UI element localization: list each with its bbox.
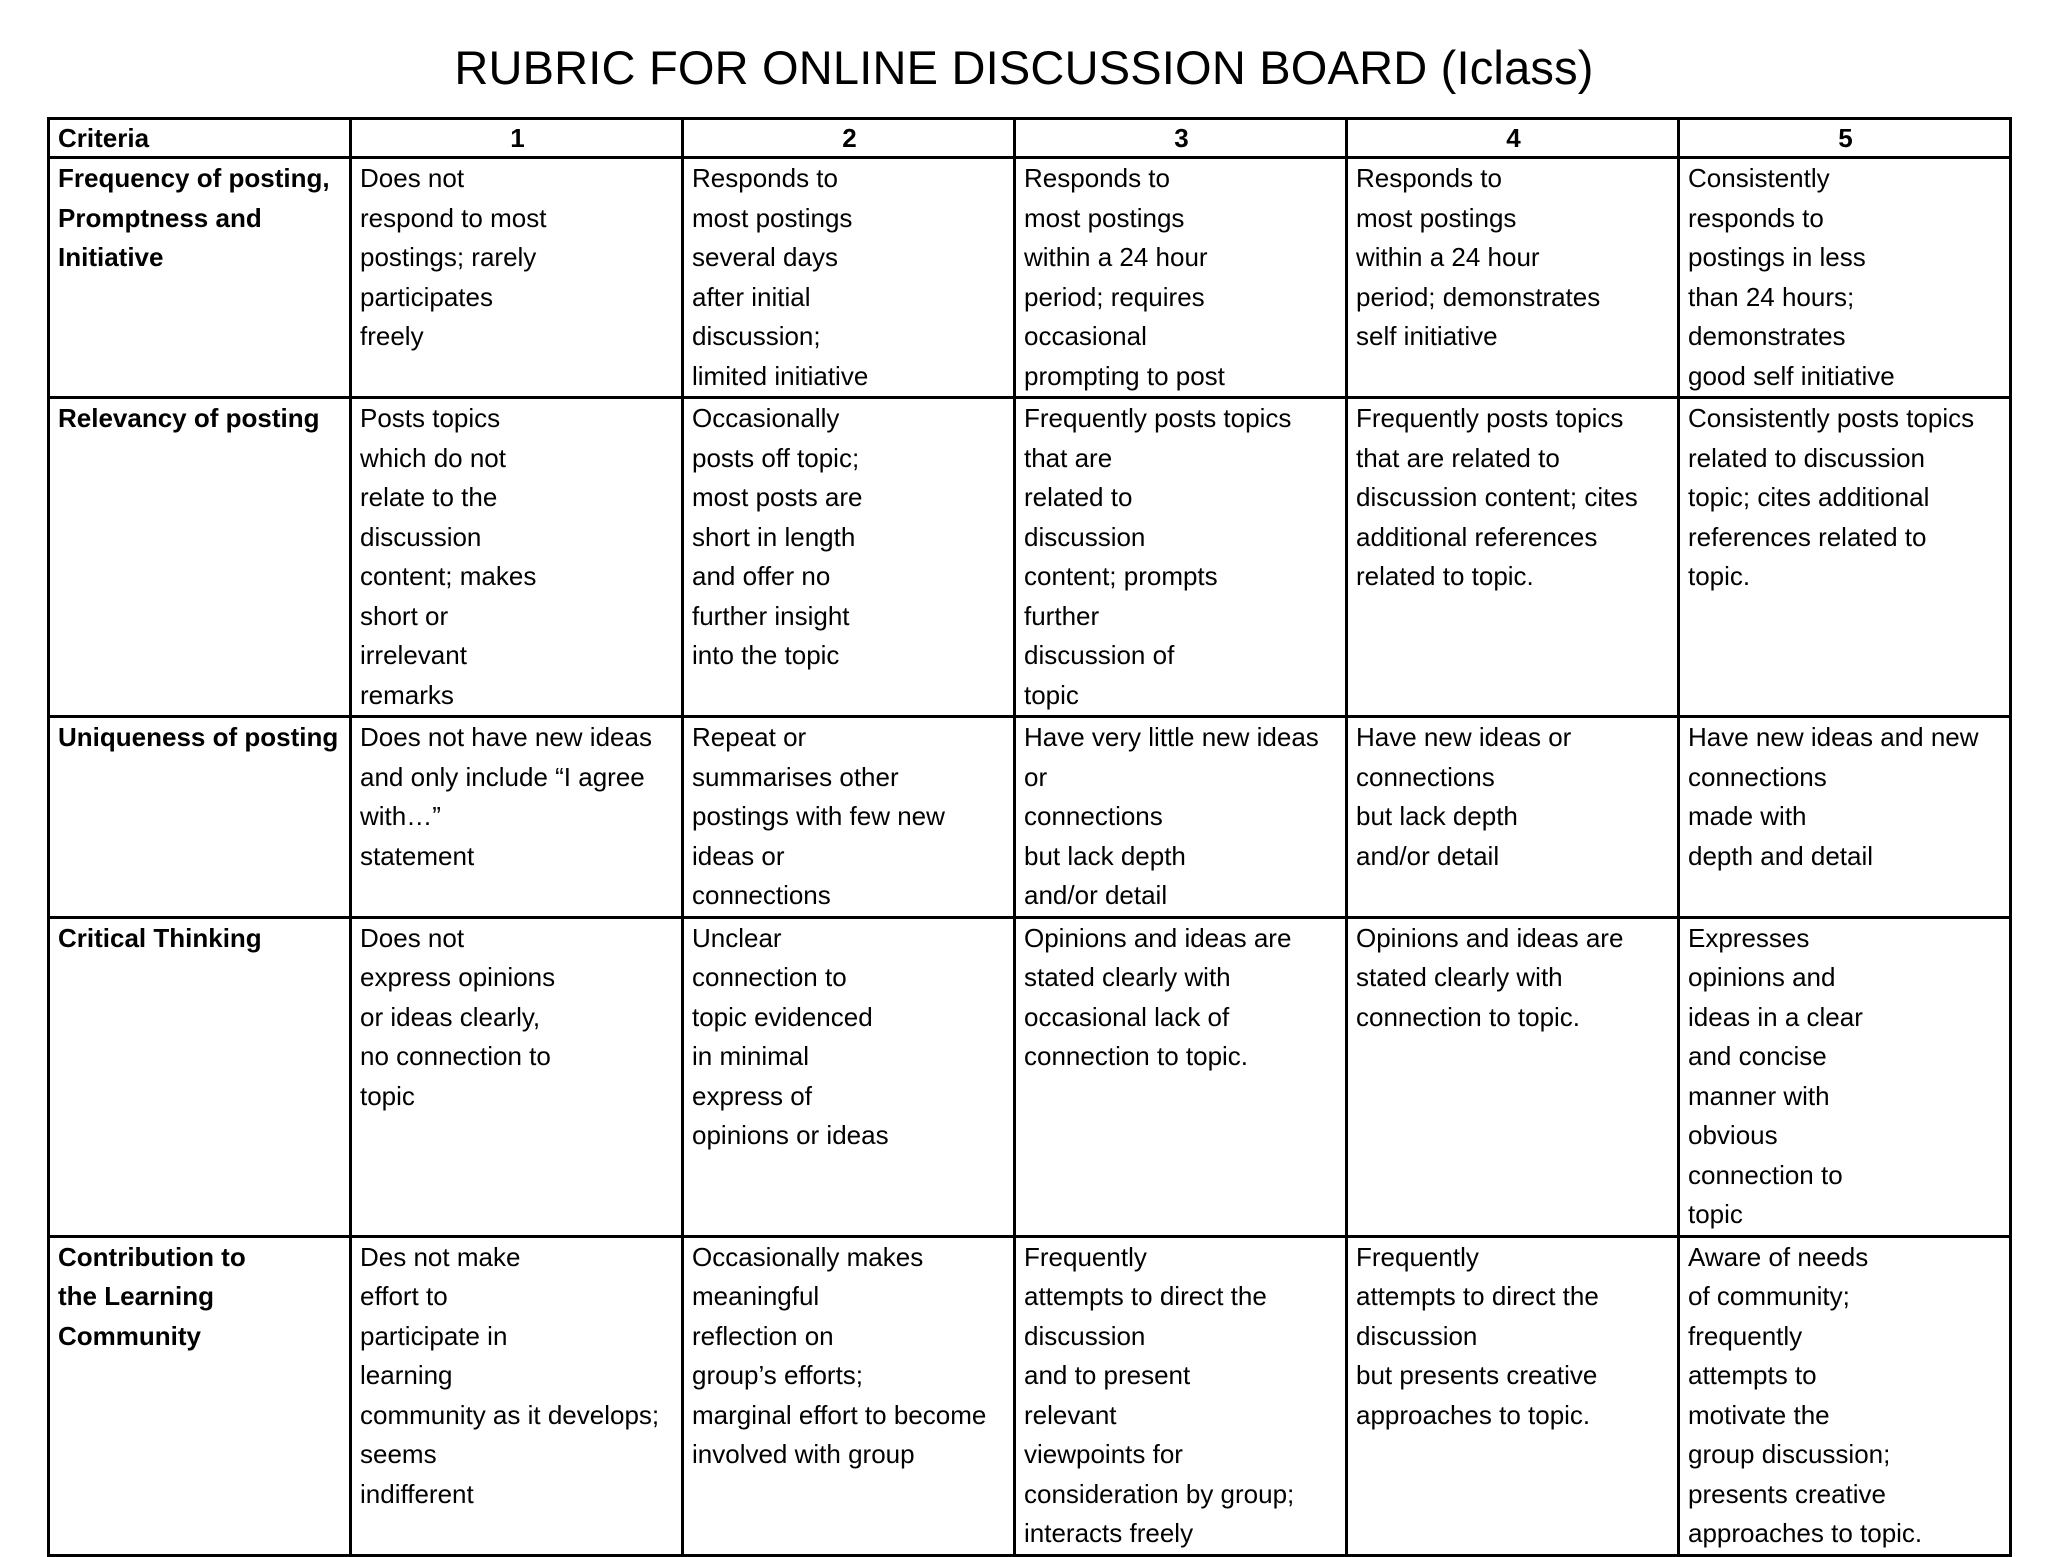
rubric-cell: Opinions and ideas are stated clearly with connection to topic. [1347,917,1679,1236]
header-criteria: Criteria [49,119,351,158]
rubric-cell: Expresses opinions and ideas in a clear and concise manner with obvious connection to topic [1679,917,2011,1236]
header-score-1: 1 [351,119,683,158]
rubric-cell: Aware of needs of community; frequently attempts to motivate the group discussion; presents creative approaches to topic. [1679,1236,2011,1555]
table-row [49,398,2011,717]
rubric-cell: Repeat or summarises other postings with few new ideas or connections [683,717,1015,918]
rubric-cell: Frequently attempts to direct the discussion but presents creative approaches to topic. [1347,1236,1679,1555]
rubric-cell: Unclear connection to topic evidenced in minimal express of opinions or ideas [683,917,1015,1236]
rubric-cell: Does not express opinions or ideas clearly, no connection to topic [351,917,683,1236]
rubric-cell: Consistently posts topics related to discussion topic; cites additional references related to topic. [1679,398,2011,717]
rubric-cell: Frequently posts topics that are related to discussion content; prompts further discussion of topic [1015,398,1347,717]
rubric-cell: Frequently posts topics that are related to discussion content; cites additional references related to topic. [1347,398,1679,717]
rubric-cell: Responds to most postings several days after initial discussion; limited initiative [683,158,1015,398]
rubric-cell: Does not have new ideas and only include “I agree with…” statement [351,717,683,918]
rubric-table [47,117,2012,1557]
rubric-cell: Have new ideas or connections but lack depth and/or detail [1347,717,1679,918]
criteria-cell: Critical Thinking [49,917,351,1236]
rubric-cell: Opinions and ideas are stated clearly with occasional lack of connection to topic. [1015,917,1347,1236]
table-row [49,717,2011,918]
criteria-cell: Relevancy of posting [49,398,351,717]
rubric-cell: Responds to most postings within a 24 hour period; requires occasional prompting to post [1015,158,1347,398]
header-score-4: 4 [1347,119,1679,158]
criteria-cell: Uniqueness of posting [49,717,351,918]
header-row [49,119,2011,158]
page-title: RUBRIC FOR ONLINE DISCUSSION BOARD (Iclass) [454,41,1594,94]
rubric-cell: Does not respond to most postings; rarely participates freely [351,158,683,398]
header-score-3: 3 [1015,119,1347,158]
table-row [49,1236,2011,1555]
rubric-cell: Posts topics which do not relate to the discussion content; makes short or irrelevant remarks [351,398,683,717]
rubric-cell: Frequently attempts to direct the discussion and to present relevant viewpoints for consideration by group; interacts freely [1015,1236,1347,1555]
rubric-cell: Have new ideas and new connections made with depth and detail [1679,717,2011,918]
table-row [49,917,2011,1236]
header-score-2: 2 [683,119,1015,158]
rubric-cell: Occasionally makes meaningful reflection on group’s efforts; marginal effort to become involved with group [683,1236,1015,1555]
header-score-5: 5 [1679,119,2011,158]
rubric-cell: Consistently responds to postings in less than 24 hours; demonstrates good self initiative [1679,158,2011,398]
rubric-cell: Occasionally posts off topic; most posts are short in length and offer no further insight into the topic [683,398,1015,717]
rubric-cell: Responds to most postings within a 24 hour period; demonstrates self initiative [1347,158,1679,398]
criteria-cell: Frequency of posting, Promptness and Initiative [49,158,351,398]
rubric-cell: Des not make effort to participate in learning community as it develops; seems indifferent [351,1236,683,1555]
rubric-cell: Have very little new ideas or connections but lack depth and/or detail [1015,717,1347,918]
table-row [49,158,2011,398]
criteria-cell: Contribution to the Learning Community [49,1236,351,1555]
